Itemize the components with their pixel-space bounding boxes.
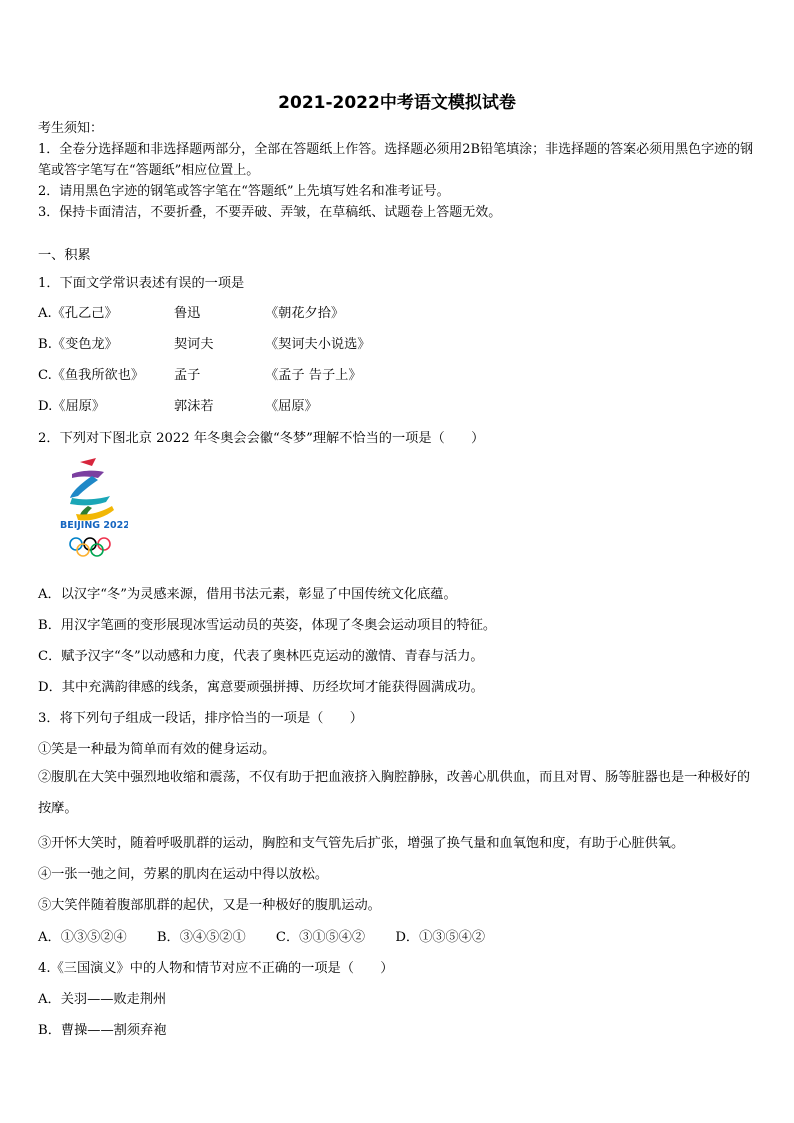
option-author: 契诃夫 [174, 337, 214, 352]
q3-option-c: C．③①⑤④② [275, 930, 366, 945]
option-author: 鲁迅 [174, 306, 201, 321]
option-source: 《孟子 告子上》 [265, 368, 362, 383]
notice [38, 118, 760, 223]
q3-sentence-3: ③开怀大笑时，随着呼吸肌群的运动，胸腔和支气管先后扩张，增强了换气量和血氧饱和度，有助于心脏供氧。 [38, 836, 685, 851]
q2-option-a: A．以汉字“冬”为灵感来源，借用书法元素，彰显了中国传统文化底蕴。 [38, 587, 457, 602]
q3-option-a: A．①③⑤②④ [38, 930, 127, 945]
option-work: B.《变色龙》 [38, 337, 118, 352]
q2-option-b: B．用汉字笔画的变形展现冰雪运动员的英姿，体现了冬奥会运动项目的特征。 [38, 618, 497, 633]
option-work: C.《鱼我所欲也》 [38, 368, 145, 383]
notice-item: 2．请用黑色字迹的钢笔或答字笔在“答题纸”上先填写姓名和准考证号。 [38, 184, 450, 199]
option-author: 郭沫若 [174, 399, 214, 414]
notice-item: 3．保持卡面清洁，不要折叠，不要弄破、弄皱，在草稿纸、试题卷上答题无效。 [38, 205, 502, 220]
q3-sentence-5: ⑤大笑伴随着腹部肌群的起伏，又是一种极好的腹肌运动。 [38, 898, 381, 913]
emblem-caption: BEIJING 2022 [60, 520, 128, 531]
q3-option-b: B．③④⑤②① [156, 930, 246, 945]
question-stem: 4.《三国演义》中的人物和情节对应不正确的一项是（ ） [38, 961, 394, 976]
option-work: D.《屈原》 [38, 399, 106, 414]
section-heading: 一、积累 [38, 248, 91, 263]
q2-option-d: D．其中充满韵律感的线条，寓意要顽强拼搏、历经坎坷才能获得圆满成功。 [38, 680, 484, 695]
question-stem: 2．下列对下图北京 2022 年冬奥会会徽“冬梦”理解不恰当的一项是（ ） [38, 431, 485, 446]
q3-sentence-2: ②腹肌在大笑中强烈地收缩和震荡，不仅有助于把血液挤入胸腔静脉，改善心肌供血，而且对胃、肠等脏器也是一种极好的按摩。 [38, 770, 751, 816]
notice-heading: 考生须知： [38, 121, 104, 136]
beijing-2022-emblem-image [58, 456, 128, 562]
q3-options [38, 926, 511, 945]
q3-sentence-4: ④一张一弛之间，劳累的肌肉在运动中得以放松。 [38, 867, 329, 882]
exam-title: 2021-2022中考语文模拟试卷 [278, 93, 516, 113]
q3-sentence-1: ①笑是一种最为简单而有效的健身运动。 [38, 742, 276, 757]
question-stem: 1．下面文学常识表述有误的一项是 [38, 276, 245, 291]
option-source: 《契诃夫小说选》 [265, 337, 371, 352]
option-work: A.《孔乙己》 [38, 306, 118, 321]
question-stem: 3．将下列句子组成一段话，排序恰当的一项是（ ） [38, 711, 363, 726]
notice-item: 1．全卷分选择题和非选择题两部分，全部在答题纸上作答。选择题必须用2B铅笔填涂；非选择题的答案必须用黑色字迹的钢笔或答字笔写在“答题纸”相应位置上。 [38, 142, 754, 178]
option-source: 《屈原》 [265, 399, 318, 414]
option-author: 孟子 [174, 368, 201, 383]
option-source: 《朝花夕拾》 [265, 306, 345, 321]
q2-option-c: C．赋予汉字“冬”以动感和力度，代表了奥林匹克运动的激情、青春与活力。 [38, 649, 484, 664]
q4-option-b: B．曹操——割须弃袍 [38, 1023, 167, 1038]
q4-option-a: A．关羽——败走荆州 [38, 992, 167, 1007]
q3-option-d: D．①③⑤④② [395, 930, 486, 945]
